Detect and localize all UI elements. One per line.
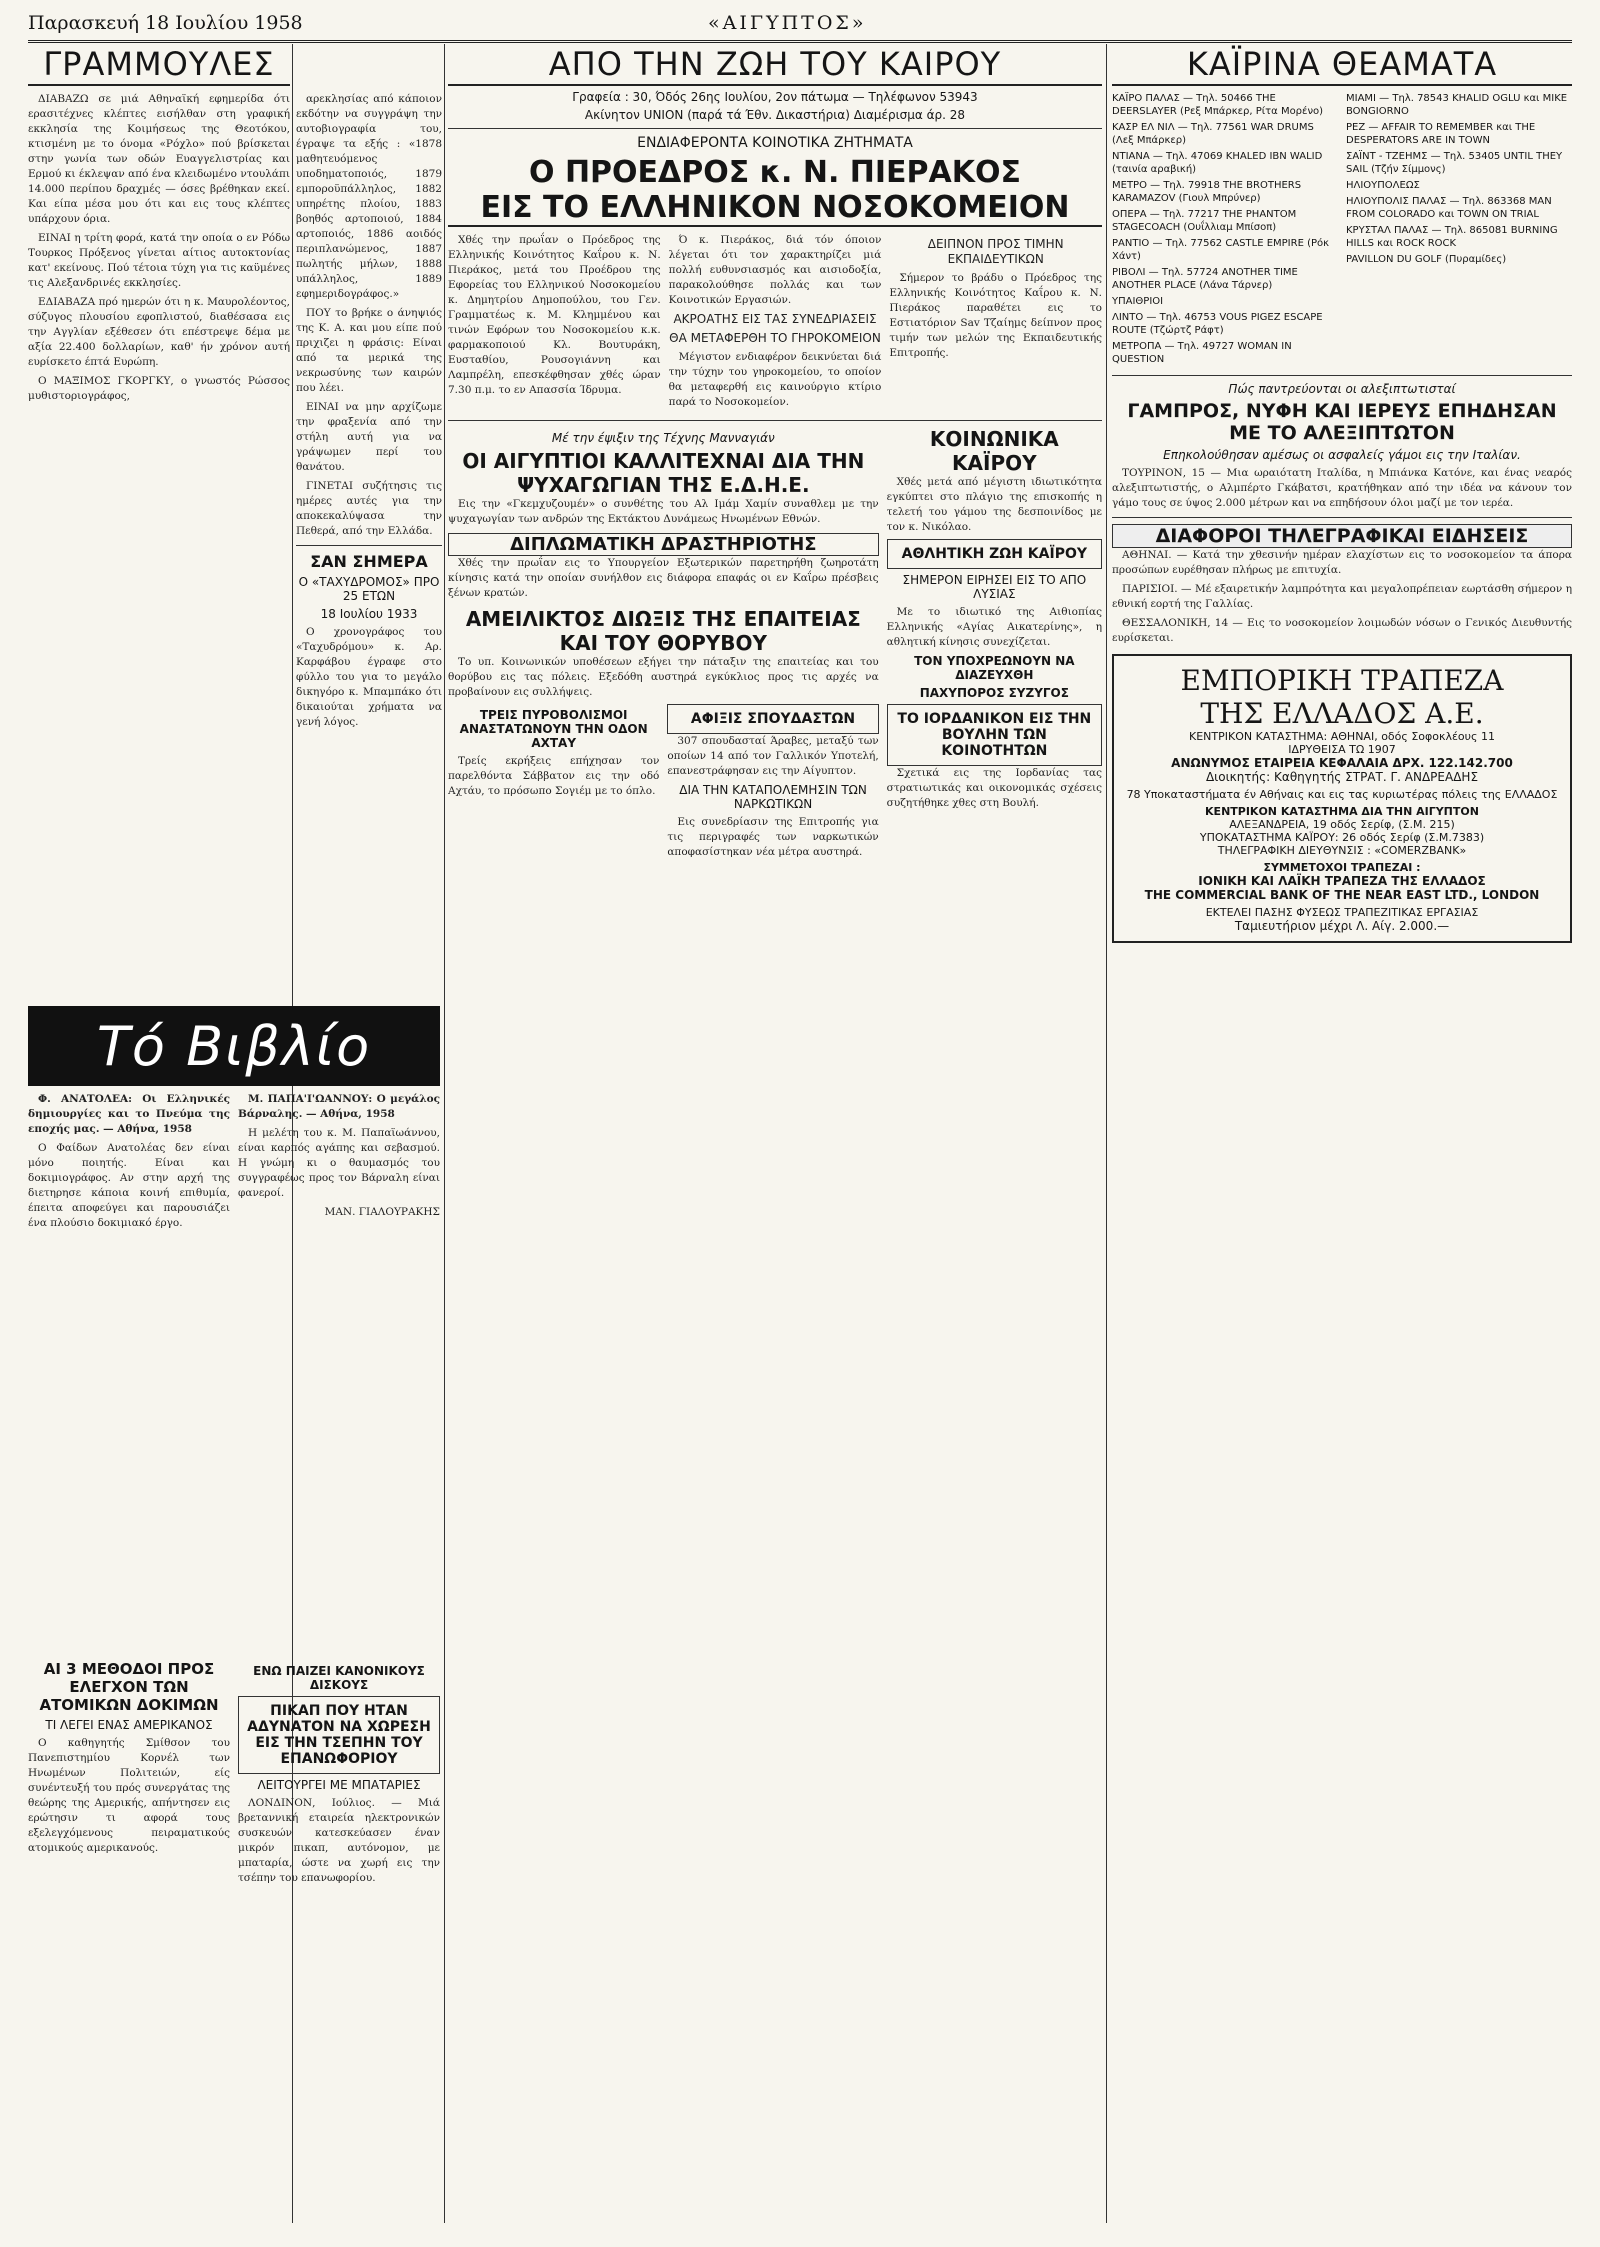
headline: ΟΙ ΑΙΓΥΠΤΙΟΙ ΚΑΛΛΙΤΕΧΝΑΙ ΔΙΑ ΤΗΝ ΨΥΧΑΓΩΓΙΑΝ ΤΗΣ Ε.Δ.Η.Ε.	[462, 449, 865, 497]
paragraph: Εις την «Γκεμχυζουμέν» ο συνθέτης του Αλ Ιμάμ Χαμίν συναθλεμ με την ψυχαγωγίαν των ανδρών της Εκτάκτου Δυνάμεως Ηνωμένων Εθνών.	[448, 498, 879, 525]
paragraph: ΠΑΡΙΣΙΟΙ. — Μέ εξαιρετικήν λαμπρότητα και μεγαλοπρέπειαν εωρτάσθη σήμερον η εθνική εορτή της Γαλλίας.	[1112, 583, 1572, 610]
paragraph: Σχετικά εις της Ιορδανίας τας στρατιωτικάς και οικονομικάς σχέσεις συζητήθηκε χθες στη Βουλή.	[886, 767, 1102, 809]
book-review-title: Μ. ΠΑΠΑ'Ι'ΩΑΝΝΟΥ: Ο μεγάλος Βάρναλης. — Αθήνα, 1958	[238, 1093, 440, 1120]
paragraph: ΕΙΝΑΙ η τρίτη φορά, κατά την οποία ο εν Ρόδω Τουρκος Πρόξενος γίνεται αίτιος αυτοκτονίας κατ' εκείνους. Πού τέτοια τύχη για τις καϋμένες τις Αλεξανδρινές εκκλησίες.	[28, 232, 290, 289]
paragraph: Εις συνεδρίασιν της Επιτροπής για τις περιγραφές των ναρκωτικών αποφασίστηκαν νέα μέτρα αυστηρά.	[667, 816, 879, 858]
subhead: ΔΙΑ ΤΗΝ ΚΑΤΑΠΟΛΕΜΗΣΙΝ ΤΩΝ ΝΑΡΚΩΤΙΚΩΝ	[679, 783, 867, 811]
bank-telegraph: ΤΗΛΕΓΡΑΦΙΚΗ ΔΙΕΥΘΥΝΣΙΣ : «COMERZBANK»	[1217, 844, 1467, 857]
cinema-listing: ΣΑΪΝΤ - ΤΖΕΗΜΣ — Τηλ. 53405 UNTIL THEY SAIL (Τζήν Σίμμονς)	[1346, 151, 1563, 175]
section-title: ΓΡΑΜΜΟΥΛΕΣ	[28, 44, 290, 86]
headline: ΓΑΜΠΡΟΣ, ΝΥΦΗ ΚΑΙ ΙΕΡΕΥΣ ΕΠΗΔΗΣΑΝ ΜΕ ΤΟ ΑΛΕΞΙΠΤΩΤΟΝ	[1127, 400, 1557, 444]
atomic-body: Ο καθηγητής Σμίθσον του Πανεπιστημίου Κορνέλ των Ηνωμένων Πολιτειών, είς συνέντευξή του πρός συνεργάτας της θεώρης της Αμερικής, απήντησεν εις ερώτησιν τι αφορά τους εξελεγχόμενους πειραματικούς ατομικούς αμερικανούς.	[28, 1737, 230, 1854]
paragraph: Ό κ. Πιεράκος, διά τόν όποιον λέγεται ότι τον χαρακτηρίζει μιά πολλή ευθυνσιασμός και αισιοδοξία, παρακολούθησε πολλάς και των Κοινοτικών Εργασιών.	[668, 234, 882, 306]
paper-name: «ΑΙΓΥΠΤΟΣ»	[708, 12, 867, 34]
bank-capital: ΑΝΩΝΥΜΟΣ ΕΤΑΙΡΕΙΑ ΚΕΦΑΛΑΙΑ ΔΡΧ. 122.142.700	[1171, 756, 1513, 770]
signature: Ο ΜΑΞΙΜΟΣ ΓΚΟΡΓΚΥ, ο γνωστός Ρώσσος μυθιστοριογράφος,	[28, 375, 290, 402]
cinema-list	[1112, 92, 1338, 369]
bank-egypt: ΚΕΝΤΡΙΚΟΝ ΚΑΤΑΣΤΗΜΑ ΔΙΑ ΤΗΝ ΑΙΓΥΠΤΟΝ	[1205, 805, 1479, 818]
cinema-listing: PAVILLON DU GOLF (Πυραμίδες)	[1346, 254, 1507, 265]
bank-partner: ΙΟΝΙΚΗ ΚΑΙ ΛΑΪΚΗ ΤΡΑΠΕΖΑ ΤΗΣ ΕΛΛΑΔΟΣ	[1198, 874, 1486, 888]
subhead: ΑΘΛΗΤΙΚΗ ΖΩΗ ΚΑΪΡΟΥ	[887, 539, 1102, 569]
cinema-listing: ΟΠΕΡΑ — Τηλ. 77217 THE PHANTOM STAGECOACH (Ουΐλλιαμ Μπίσοπ)	[1112, 209, 1297, 233]
today-date: 18 Ιουλίου 1933	[320, 607, 418, 621]
column-rule	[444, 44, 445, 2223]
chess-kicker: ΕΝΩ ΠΑΙΖΕΙ ΚΑΝΟΝΙΚΟΥΣ ΔΙΣΚΟΥΣ	[253, 1664, 425, 1692]
bank-director: Διοικητής: Καθηγητής ΣΤΡΑΤ. Γ. ΑΝΔΡΕΑΔΗΣ	[1205, 770, 1479, 784]
subhead: ΤΡΕΙΣ ΠΥΡΟΒΟΛΙΣΜΟΙ ΑΝΑΣΤΑΤΩΝΟΥΝ ΤΗΝ ΟΔΟΝ ΑΧΤΑΥ	[459, 708, 648, 750]
bank-cairo: ΥΠΟΚΑΤΑΣΤΗΜΑ ΚΑΪΡΟΥ: 26 οδός Σερίφ (Σ.Μ.7383)	[1199, 831, 1485, 844]
lead: Επηκολούθησαν αμέσως οι ασφαλείς γάμοι εις την Ιταλίαν.	[1163, 448, 1521, 462]
book-review-title: Φ. ΑΝΑΤΟΛΕΑ: Οι Ελληνικές δημιουργίες και το Πνεύμα της εποχής μας. — Αθήνα, 1958	[28, 1093, 230, 1135]
headline: ΚΟΙΝΩΝΙΚΑ ΚΑΪΡΟΥ	[929, 427, 1059, 475]
bank-hq: ΚΕΝΤΡΙΚΟΝ ΚΑΤΑΣΤΗΜΑ: ΑΘΗΝΑΙ, οδός Σοφοκλέους 11	[1189, 730, 1495, 743]
book-signature: ΜΑΝ. ΓΙΑΛΟΥΡΑΚΗΣ	[324, 1206, 440, 1218]
headline: ΕΙΣ ΤΟ ΕΛΛΗΝΙΚΟΝ ΝΟΣΟΚΟΜΕΙΟΝ	[448, 190, 1102, 227]
paragraph: ΔΙΑΒΑΖΩ σε μιά Αθηναϊκή εφημερίδα ότι ερασιτέχνες κλέπτες εισήλθαν στη γραφική εκκλησία της Κοιμήσεως της Θεοτόκου, κτισμένη με το όνομα «Ρόχλο» πού βρίσκεται στην γωνία των οδών Ευαγγελιστρίας και Ερμού κι έκλεψαν από ένα κλειδωμένο ντουλάπι 14.000 περίπου δραχμές — όσες βρέθηκαν εκεί. Και είπα μέσα μου ότι και εις τους κλέπτες υπάρχουν όρια.	[28, 93, 290, 225]
paragraph: Σήμερον το βράδυ ο Πρόεδρος της Ελληνικής Κοινότητος Καΐρου κ. Ν. Πιεράκος παραθέτει εις το Εστιατόριον Sav Τζαίημς δείπνον προς τιμήν των μελών της Εκπαιδευτικής Επιτροπής.	[889, 272, 1102, 359]
pickup-body: ΛΟΝΔΙΝΟΝ, Ιούλιος. — Μιά βρεταννική εταιρεία ηλεκτρονικών συσκευών κατεσκεύασεν έναν μικρόν πικαπ, αυτόνομον, με μπαταρία, ώστε να χωρή εις την τσέπην του επανωφορίου.	[238, 1797, 440, 1884]
cinema-listing: ΜΕΤΡΟ — Τηλ. 79918 THE BROTHERS KARAMAZOV (Γιουλ Μπρύνερ)	[1112, 180, 1302, 204]
bank-advertisement	[1112, 654, 1572, 943]
bank-partner: THE COMMERCIAL BANK OF THE NEAR EAST LTD., LONDON	[1144, 888, 1540, 902]
cairo-life-section	[448, 44, 1102, 2223]
section-title: ΑΠΟ ΤΗΝ ΖΩΗ ΤΟΥ ΚΑΙΡΟΥ	[448, 44, 1102, 86]
pickup-headline: ΠΙΚΑΠ ΠΟΥ ΗΤΑΝ ΑΔΥΝΑΤΟΝ ΝΑ ΧΩΡΕΣΗ ΕΙΣ ΤΗΝ ΤΣΕΠΗΝ ΤΟΥ ΕΠΑΝΩΦΟΡΙΟΥ	[238, 1696, 440, 1774]
subhead: ΤΟΝ ΥΠΟΧΡΕΩΝΟΥΝ ΝΑ ΔΙΑΖΕΥΧΘΗ	[914, 654, 1075, 682]
cinema-listing: ΡΑΝΤΙΟ — Τηλ. 77562 CASTLE EMPIRE (Ρόκ Χάντ)	[1112, 238, 1330, 262]
subhead: ΑΦΙΞΙΣ ΣΠΟΥΔΑΣΤΩΝ	[667, 704, 878, 734]
column-rule	[1106, 44, 1107, 2223]
headline: Ο ΠΡΟΕΔΡΟΣ κ. Ν. ΠΙΕΡΑΚΟΣ	[529, 155, 1021, 190]
book-banner: Τό Βιβλίο	[28, 1006, 440, 1086]
subhead: ΣΗΜΕΡΟΝ ΕΙΡΗΣΕΙ ΕΙΣ ΤΟ ΑΠΟ ΛΥΣΙΑΣ	[902, 573, 1087, 601]
today-body: Ο χρονογράφος του «Ταχυδρόμου» κ. Αρ. Καρφάβου έγραφε στο φύλλο του για το μεγάλο δικηγόρο κ. Μπαμπάκο ότι δικαιούται χρήματα να γενή λόγος.	[296, 626, 442, 728]
masthead	[28, 6, 1572, 43]
pickup-subtitle: ΛΕΙΤΟΥΡΓΕΙ ΜΕ ΜΠΑΤΑΡΙΕΣ	[257, 1778, 421, 1792]
bank-partners: ΣΥΜΜΕΤΟΧΟΙ ΤΡΑΠΕΖΑΙ :	[1263, 861, 1421, 874]
headline: ΑΜΕΙΛΙΚΤΟΣ ΔΙΩΞΙΣ ΤΗΣ ΕΠΑΙΤΕΙΑΣ ΚΑΙ ΤΟΥ ΘΟΡΥΒΟΥ	[465, 607, 861, 655]
cinema-listing: PEZ — AFFAIR TO REMEMBER και THE DESPERATORS ARE IN TOWN	[1346, 122, 1536, 146]
cinema-listing: ΚΑΣΡ ΕΛ ΝΙΛ — Τηλ. 77561 WAR DRUMS (Λεξ Μπάρκερ)	[1112, 122, 1314, 146]
kicker: Μέ την έψιξιν της Τέχνης Μανναγιάν	[551, 431, 775, 445]
paragraph: ΤΟΥΡΙΝΟΝ, 15 — Μια ωραιότατη Ιταλίδα, η Μπιάνκα Κατόνε, και ένας νεαρός αλεξιπτωτιστής, ο Αλμπέρτο Γκάβατσι, κρατήθηκαν από την ιδέα να κάνουν τον γάμο τους σε ύψος 2.000 μέτρων και να επηδήσουν όλοι μαζί με τον ιερέα.	[1112, 467, 1572, 509]
subhead: ΤΟ ΙΟΡΔΑΝΙΚΟΝ ΕΙΣ ΤΗΝ ΒΟΥΛΗΝ ΤΩΝ ΚΟΙΝΟΤΗΤΩΝ	[887, 704, 1102, 766]
atomic-subtitle: ΤΙ ΛΕΓΕΙ ΕΝΑΣ ΑΜΕΡΙΚΑΝΟΣ	[45, 1718, 213, 1732]
paragraph: αρεκλησίας από κάποιον εκδότην να συγγράψη την αυτοβιογραφία του, έγραψε τα εξής : «1878 μαθητευόμενος υποδηματοποιός, 1879 εμποροϋπάλληλος, 1882 υπηρέτης πλοίου, 1883 βοηθός αρτοποιού, 1884 αρτοποιός, 1886 αοιδός περιπλανώμενος, 1887 πωλητής μήλων, 1888 υπάλληλος, 1889 εφημεριδογράφος.»	[296, 93, 442, 300]
paragraph: ΕΙΝΑΙ να μην αρχίζωμε την φραξενία από την στήλη αυτή για να γράψωμεν περί του θανάτου.	[296, 401, 442, 473]
cinema-listing: ΥΠΑΙΘΡΙΟΙ	[1112, 296, 1164, 307]
cinema-listing: ΜΙΑΜΙ — Τηλ. 78543 KHALID OGLU και MIKE BONGIORNO	[1346, 93, 1568, 117]
cinema-listing: ΚΡΥΣΤΑΛ ΠΑΛΑΣ — Τηλ. 865081 BURNING HILLS και ROCK ROCK	[1346, 225, 1558, 249]
bank-alex: ΑΛΕΞΑΝΔΡΕΙΑ, 19 οδός Σερίφ, (Σ.Μ. 215)	[1229, 818, 1455, 831]
paragraph: ΕΔΙΑΒΑΖΑ πρό ημερών ότι η κ. Μαυρολέοντος, σύζυγος πλουσίου εφοπλιστού, διαθέσασα εις την Αγγλίαν εξέθεσεν ότι επέστρεψε δέμα με αξία 22.400 δολλαρίων, καθ' ήν χρόνον αυτή ευρίσκετο έπτά Ευρώπη.	[28, 296, 290, 368]
subhead: ΑΚΡΟΑΤΗΣ ΕΙΣ ΤΑΣ ΣΥΝΕΔΡΙΑΣΕΙΣ	[673, 312, 877, 326]
paragraph: ΓΙΝΕΤΑΙ συζήτησις τις ημέρες αυτές για την αποκεκαλύψασα την Πεθερά, από την Ελλάδα.	[296, 480, 442, 537]
paragraph: Τρείς εκρήξεις επήχησαν τον παρελθόντα Σάββατον εις την οδό Αχτάυ, το πρόσωπο Σογιέμ με το όπλο.	[448, 755, 660, 797]
paragraph: ΠΟΥ το βρήκε ο άνηψιός της Κ. Α. και μου είπε πού πριχιζει η φράσις: Είναι από τα μερικά της νεκρωσύνης των καιρών που λέει.	[296, 307, 442, 394]
today-title: ΣΑΝ ΣΗΜΕΡΑ	[310, 552, 428, 571]
bank-title: ΤΗΣ ΕΛΛΑΔΟΣ Α.Ε.	[1200, 697, 1484, 730]
headline: ΔΙΑΦΟΡΟΙ ΤΗΛΕΓΡΑΦΙΚΑΙ ΕΙΔΗΣΕΙΣ	[1112, 524, 1572, 548]
column-shows	[1112, 44, 1572, 2223]
bank-title: ΕΜΠΟΡΙΚΗ ΤΡΑΠΕΖΑ	[1180, 664, 1504, 697]
subhead: ΘΑ ΜΕΤΑΦΕΡΘΗ ΤΟ ΓΗΡΟΚΟΜΕΙΟΝ	[669, 331, 881, 345]
kicker: Πώς παντρεύονται οι αλεξιπτωτισταί	[1228, 382, 1456, 396]
today-subtitle: Ο «ΤΑΧΥΔΡΟΜΟΣ» ΠΡΟ 25 ΕΤΩΝ	[298, 575, 440, 603]
office-address: Ακίνητον UNION (παρά τά Έθν. Δικαστήρια) Διαμέρισμα άρ. 28	[584, 108, 966, 122]
section-title: ΚΑΪΡΙΝΑ ΘΕΑΜΑΤΑ	[1112, 44, 1572, 86]
bank-savings: Ταμιευτήριον μέχρι Λ. Αίγ. 2.000.—	[1234, 919, 1450, 933]
bank-founded: ΙΔΡΥΘΕΙΣΑ ΤΩ 1907	[1288, 743, 1396, 756]
cinema-listing: ΗΛΙΟΥΠΟΛΕΩΣ	[1346, 180, 1420, 191]
bank-branches: 78 Υποκαταστήματα έν Αθήναις και εις τας κυριωτέρας πόλεις της ΕΛΛΑΔΟΣ	[1126, 788, 1558, 801]
cinema-listing: ΛΙΝΤΟ — Τηλ. 46753 VOUS PIGEZ ESCAPE ROUTE (Τζώρτζ Ράφτ)	[1112, 312, 1323, 336]
paragraph: ΑΘΗΝΑΙ. — Κατά την χθεσινήν ημέραν ελαχίστων εις το νοσοκομείον τα άπορα προσώπων ευρέθησαν πλήρως με επιτυχία.	[1112, 549, 1572, 576]
paragraph: Το υπ. Κοινωνικών υποθέσεων εξήγει την πάταξιν της επαιτείας και του θορύβου εις τας πόλεις. Εξεδόθη αυστηρά εγκύκλιος προς τις αρχές να προβαίνουν εις συλλήψεις.	[448, 656, 879, 698]
paragraph: 307 σπουδασταί Άραβες, μεταξύ των οποίων 14 από τον Γαλλικόν Υποτελή, επανεστράφησαν εις την Αίγυπτον.	[667, 735, 879, 777]
paragraph: Μέγιστον ενδιαφέρον δεικνύεται διά την τύχην του γηροκομείου, το οποίον θα μεταφερθή εις καινούργιο κτίριο παρά το Νοσοκομείον.	[668, 351, 882, 408]
atomic-title: ΑΙ 3 ΜΕΘΟΔΟΙ ΠΡΟΣ ΕΛΕΓΧΟΝ ΤΩΝ ΑΤΟΜΙΚΩΝ ΔΟΚΙΜΩΝ	[39, 1660, 219, 1714]
cinema-listing: ΝΤΙΑΝΑ — Τηλ. 47069 KHALED IBN WALID (ταινία αραβική)	[1112, 151, 1323, 175]
paragraph: ΘΕΣΣΑΛΟΝΙΚΗ, 14 — Εις το νοσοκομείον λοιμωδών νόσων ο Γενικός Διευθυντής ευρίσκεται.	[1112, 617, 1572, 644]
cinema-listing: ΚΑΪΡΟ ΠΑΛΑΣ — Τηλ. 50466 THE DEERSLAYER (Ρεξ Μπάρκερ, Ρίτα Μορένο)	[1112, 93, 1324, 117]
headline: ΔΙΠΛΩΜΑΤΙΚΗ ΔΡΑΣΤΗΡΙΟΤΗΣ	[448, 533, 879, 556]
kicker: ΕΝΔΙΑΦΕΡΟΝΤΑ ΚΟΙΝΟΤΙΚΑ ΖΗΤΗΜΑΤΑ	[637, 135, 913, 151]
cinema-listing: ΡΙΒΟΛΙ — Τηλ. 57724 ANOTHER TIME ANOTHER PLACE (Λάνα Τάρνερ)	[1112, 267, 1298, 291]
cinema-list	[1346, 92, 1572, 369]
book-review-body: Η μελέτη του κ. Μ. Παπαϊωάννου, είναι καρπός αγάπης και σεβασμού. Η γνώμη κι ο θαυμασμός του συγγραφέως προς τον Βάρναλη είναι φανεροί.	[238, 1127, 440, 1199]
subhead: ΔΕΙΠΝΟΝ ΠΡΟΣ ΤΙΜΗΝ ΕΚΠΑΙΔΕΥΤΙΚΩΝ	[927, 237, 1064, 266]
paragraph: Χθές την πρωΐαν εις το Υπουργείον Εξωτερικών παρετηρήθη ζωηροτάτη κίνησις κατά την οποίαν συνήλθον εις διάφορα επαφάς οι εν Καΐρω πρέσβεις ξένων κρατών.	[448, 557, 879, 599]
cinema-listing: ΗΛΙΟΥΠΟΛΙΣ ΠΑΛΑΣ — Τηλ. 863368 MAN FROM COLORADO και TOWN ON TRIAL	[1346, 196, 1552, 220]
cinema-listing: ΜΕΤΡΟΠΑ — Τηλ. 49727 WOMAN IN QUESTION	[1112, 341, 1292, 365]
book-section	[28, 1000, 440, 1235]
paragraph: Χθές την πρωΐαν ο Πρόεδρος της Ελληνικής Κοινότητος Καΐρου κ. Ν. Πιεράκος, μετά του Προέδρου της Εφορείας του Ελληνικού Νοσοκομείου κ. Δημητρίου Δημοπούλου, του Γεν. Γραμματέως κ. Μ. Κλημμένου και τινών Εφόρων του Νοσοκομείου κ.κ. φαρμακοποιού Κλ. Βουτυράκη, Ευσταθίου, Ρουσογιάννη και Λαμπρέλη, επεσκέφθησαν χθές ώραν 7.30 π.μ. το εν Απασσία Ίδρυμα.	[448, 234, 661, 396]
issue-date: Παρασκευή 18 Ιουλίου 1958	[28, 12, 303, 34]
paragraph: Με το ιδιωτικό της Αιθιοπίας Ελληνικής «Αγίας Αικατερίνης», η αθλητική κίνησις συνεχίζεται.	[886, 606, 1102, 648]
bank-services: ΕΚΤΕΛΕΙ ΠΑΣΗΣ ΦΥΣΕΩΣ ΤΡΑΠΕΖΙΤΙΚΑΣ ΕΡΓΑΣΙΑΣ	[1205, 906, 1479, 919]
paragraph: Χθές μετά από μέγιστη ιδιωτικότητα εγκύπτει στο πλάγιο της επισκοπής η τελετή του γάμου της δεσποινίδος με τον κ. Νικόλαο.	[886, 476, 1102, 533]
office-address: Γραφεία : 30, Όδός 26ης Ιουλίου, 2ον πάτωμα — Τηλέφωνον 53943	[572, 90, 978, 104]
book-review-body: Ο Φαίδων Ανατολέας δεν είναι μόνο ποιητής. Είναι και δοκιμιογράφος. Αν στην αρχή της διετηρησε κάποια κοινή επιθυμία, έπειτα αποφεύγει και παρουσιάζει ένα πλούσιο δοκιμιακό έργο.	[28, 1142, 230, 1229]
subhead: ΠΑΧΥΠΟΡΟΣ ΣΥΖΥΓΟΣ	[919, 686, 1069, 700]
lower-left-blocks	[28, 1660, 440, 1890]
